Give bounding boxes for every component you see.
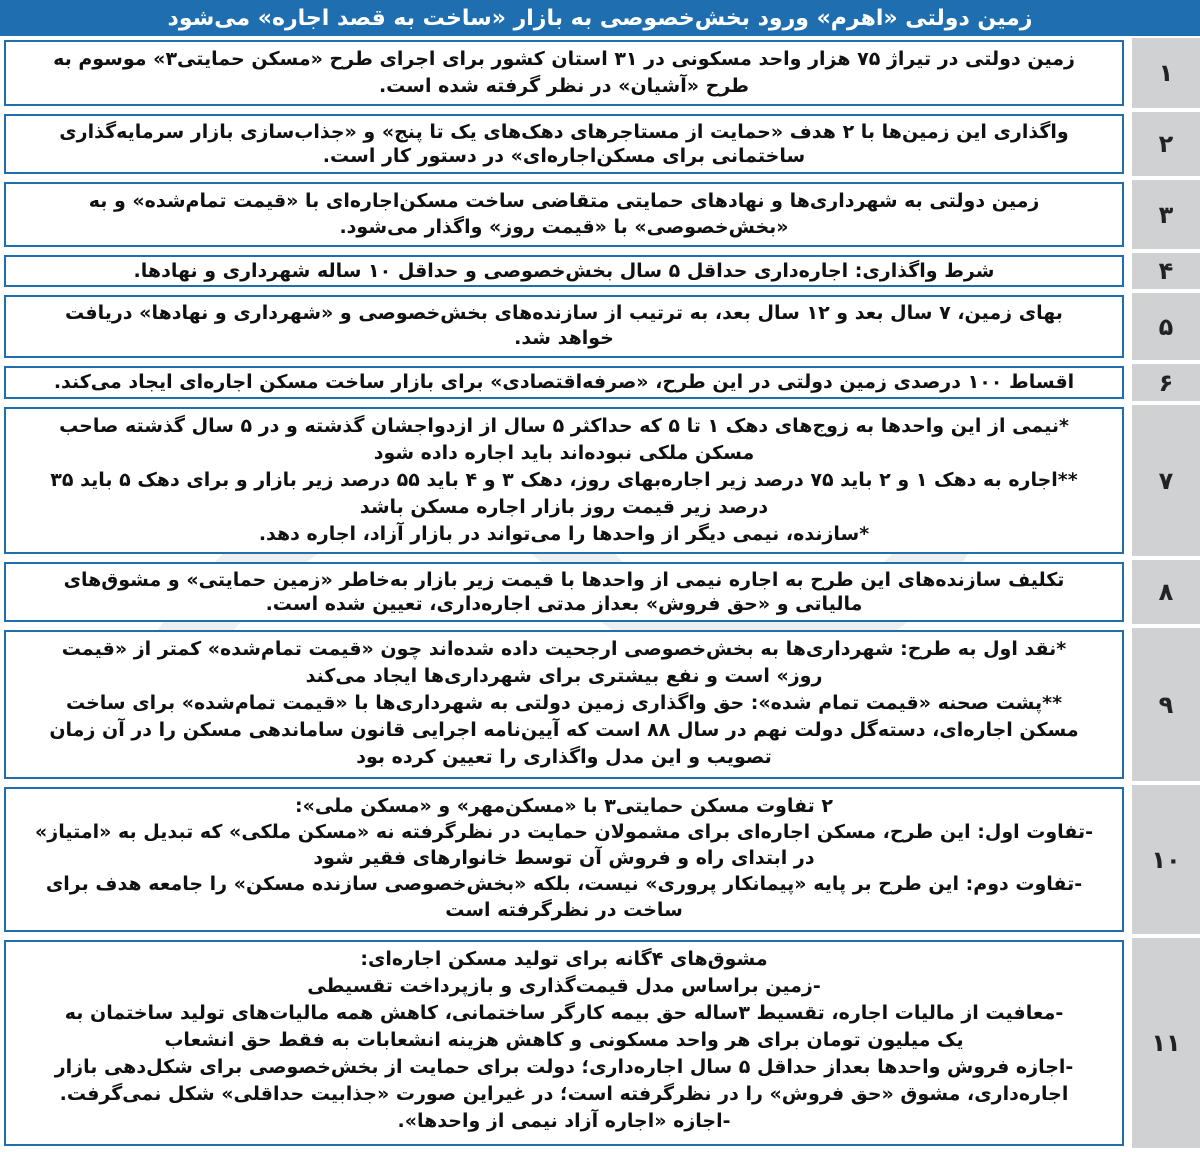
row-text-line: ۲ تفاوت مسکن حمایتی۳ با «مسکن‌مهر» و «مسکن ملی»: (294, 795, 834, 817)
row-text-line: طرح «آشیان» در نظر گرفته شده است. (378, 75, 750, 97)
row-text (4, 940, 1124, 1146)
row-text-line: *نقد اول به طرح: شهرداری‌ها به بخش‌خصوصی ارجحیت داده شده‌اند چون «قیمت تمام‌شده» کمتر از «قیمت (61, 638, 1067, 660)
row-text-line: مالیاتی و «حق فروش» بعداز مدتی اجاره‌داری، تعیین شده است. (265, 593, 863, 615)
row-number: ۴ (1128, 253, 1200, 293)
row-text-line: تصویب و این مدل واگذاری را تعیین کرده بود (356, 746, 772, 768)
row-text-line: زمین دولتی به شهرداری‌ها و نهادهای حمایتی متقاضی ساخت مسکن‌اجاره‌ای با «قیمت تمام‌شده» و به (88, 190, 1040, 212)
row-text (4, 787, 1124, 932)
table-row (0, 38, 1200, 112)
table-row (0, 364, 1200, 405)
row-text-line: بهای زمین، ۷ سال بعد و ۱۲ سال بعد، به ترتیب از سازنده‌های بخش‌خصوصی و «شهرداری و نهادها» دریافت (65, 302, 1063, 324)
row-text-line: اقساط ۱۰۰ درصدی زمین دولتی در این طرح، «صرفه‌اقتصادی» برای بازار ساخت مسکن اجاره‌ای ایجاد می‌کند. (53, 371, 1075, 393)
row-number: ۷ (1128, 405, 1200, 560)
row-text-line: -تفاوت اول: این طرح، مسکن اجاره‌ای برای مشمولان حمایت در نظرگرفته نه «مسکن ملکی» که تبدیل به «امتیاز» (34, 821, 1093, 843)
row-text-line: تکلیف سازنده‌های این طرح به اجاره نیمی از واحدها با قیمت زیر بازار به‌خاطر «زمین حمایتی» و مشوق‌های (63, 569, 1065, 591)
row-text (4, 295, 1124, 358)
row-text (4, 366, 1124, 399)
table-row (0, 180, 1200, 253)
table-row (0, 112, 1200, 180)
table-row (0, 560, 1200, 628)
row-text (4, 407, 1124, 554)
table-row (0, 628, 1200, 785)
row-number: ۵ (1128, 293, 1200, 364)
table-row (0, 785, 1200, 938)
page-title: زمین دولتی «اهرم» ورود بخش‌خصوصی به بازار «ساخت به قصد اجاره» می‌شود (0, 0, 1200, 38)
row-text (4, 255, 1124, 287)
row-number: ۳ (1128, 180, 1200, 253)
row-number: ۱۱ (1128, 938, 1200, 1152)
row-text (4, 114, 1124, 174)
row-text (4, 630, 1124, 779)
row-text-line: در ابتدای راه و فروش آن توسط خانوارهای فقیر شود (313, 847, 815, 869)
row-text (4, 182, 1124, 247)
row-text-line: واگذاری این زمین‌ها با ۲ هدف «حمایت از مستاجرهای دهک‌های یک تا پنج» و «جذاب‌سازی بازار سرمایه‌گذاری (59, 121, 1069, 143)
row-text-line: -زمین براساس مدل قیمت‌گذاری و بازپرداخت تقسیطی (307, 975, 821, 997)
row-number: ۱ (1128, 38, 1200, 112)
row-text-line: مسکن ملکی نبوده‌اند باید اجاره داده شود (373, 442, 755, 464)
row-text-line: اجاره‌داری، مشوق «حق فروش» را در نظرگرفته است؛ در غیراین صورت «جذابیت حداقلی» شکل نمی‌گرفت. (59, 1083, 1069, 1105)
row-number: ۸ (1128, 560, 1200, 628)
row-number: ۹ (1128, 628, 1200, 785)
row-text-line: یک میلیون تومان برای هر واحد مسکونی و کاهش هزینه انشعابات به فقط حق انشعاب (164, 1029, 964, 1051)
row-number: ۲ (1128, 112, 1200, 180)
table-row (0, 253, 1200, 293)
row-text-line: «بخش‌خصوصی» با «قیمت روز» واگذار می‌شود. (339, 216, 789, 238)
row-text-line: روز» است و نفع بیشتری برای شهرداری‌ها ایجاد می‌کند (305, 665, 823, 687)
row-text-line: مسکن اجاره‌ای، دسته‌گل دولت نهم در سال ۸۸ است که آیین‌نامه اجرایی قانون ساماندهی مسکن را در آن زمان (49, 719, 1079, 741)
row-text-line: -معافیت از مالیات اجاره، تقسیط ۳ساله حق بیمه کارگر ساختمانی، کاهش همه مالیات‌های تولید ساختمان به (64, 1002, 1064, 1024)
row-text-line: -اجازه «اجاره آزاد نیمی از واحدها». (397, 1110, 731, 1132)
row-text-line: ساخت در نظرگرفته است (445, 899, 683, 921)
row-text (4, 562, 1124, 622)
row-text-line: -اجازه فروش واحدها بعداز حداقل ۵ سال اجاره‌داری؛ دولت برای حمایت از بخش‌خصوصی برای شکل‌دهی بازار (54, 1056, 1074, 1078)
row-text-line: ساختمانی برای مسکن‌اجاره‌ای» در دستور کار است. (322, 145, 806, 167)
row-text-line: *نیمی از این واحدها به زوج‌های دهک ۱ تا ۵ که حداکثر ۵ سال از ازدواجشان گذشته و در ۵ سال گذشته صاحب (59, 415, 1069, 437)
table-row (0, 405, 1200, 560)
row-text-line: مشوق‌های ۴گانه برای تولید مسکن اجاره‌ای: (360, 948, 768, 970)
row-number: ۱۰ (1128, 785, 1200, 938)
row-text-line: خواهد شد. (514, 327, 614, 349)
table-row (0, 293, 1200, 364)
row-number: ۶ (1128, 364, 1200, 405)
row-text-line: زمین دولتی در تیراژ ۷۵ هزار واحد مسکونی در ۳۱ استان کشور برای اجرای طرح «مسکن حمایتی۳» موسوم به (53, 48, 1075, 70)
table-row (0, 938, 1200, 1152)
row-text-line: -تفاوت دوم: این طرح بر پایه «پیمانکار پروری» نیست، بلکه «بخش‌خصوصی سازنده مسکن» را جامعه هدف برای (45, 873, 1083, 895)
row-text-line: **پشت صحنه «قیمت تمام شده»: حق واگذاری زمین دولتی به شهرداری‌ها با «قیمت تمام‌شده» برای ساخت (65, 692, 1063, 714)
row-text-line: *سازنده، نیمی دیگر از واحدها را می‌تواند در بازار آزاد، اجاره دهد. (258, 523, 870, 545)
row-text-line: شرط واگذاری: اجاره‌داری حداقل ۵ سال بخش‌خصوصی و حداقل ۱۰ ساله شهرداری و نهادها. (133, 260, 995, 282)
row-text-line: **اجاره به دهک ۱ و ۲ باید ۷۵ درصد زیر اجاره‌بهای روز، دهک ۳ و ۴ باید ۵۵ درصد زیر بازار و برای دهک ۵ باید ۳۵ (50, 469, 1078, 491)
row-text-line: درصد زیر قیمت روز بازار اجاره مسکن باشد (359, 496, 769, 518)
row-text (4, 40, 1124, 106)
